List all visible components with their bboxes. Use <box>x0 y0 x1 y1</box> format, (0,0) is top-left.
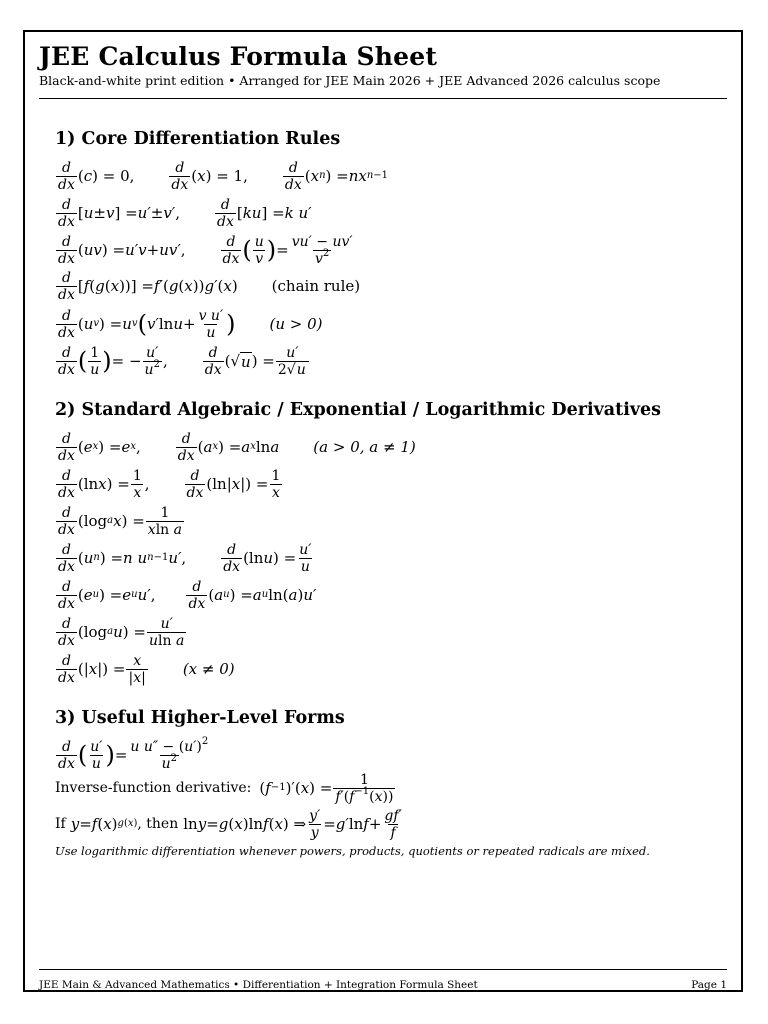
formula-row-chain-exponential: $\frac{d}{dx}$ ( e u ) = e u u′ , $\frac{d}{dx}$ ( a u ) = a u ln( a ) u′ <box>58 578 317 612</box>
u-positive-note: (u > 0) <box>269 315 323 333</box>
formula-sheet <box>23 30 743 992</box>
formula-row-log-derivative-ratio: $\frac{d}{dx}$ ( $\frac{u'}{u}$ ) = $\frac{u u'' - (u')^2}{u^2}$ <box>58 735 209 772</box>
formula-row-constants-power: $\frac{d}{dx}$ ( c ) = 0, $\frac{d}{dx}$ ( x ) = 1, $\frac{d}{dx}$ ( x n ) = nx n−1 <box>58 159 389 193</box>
page-number: Page 1 <box>691 979 727 991</box>
formula-row-chain-log-base: $\frac{d}{dx}$ (log a u ) = $\frac{u'}{\text{uln a}}$ <box>58 615 185 649</box>
formula-row-log-base-a: $\frac{d}{dx}$ (log a x ) = $\frac{1}{\text{xln a}}$ <box>58 504 183 538</box>
section-heading-core-rules: 1) Core Differentiation Rules <box>55 129 341 149</box>
chain-rule-note: (chain rule) <box>271 277 361 295</box>
header-divider <box>39 98 727 99</box>
formula-row-natural-log: $\frac{d}{dx}$ (ln x ) = $\frac{1}{x}$ , $\frac{d}{dx}$ (ln| x |) = $\frac{1}{x}$ <box>58 467 281 501</box>
formula-row-absolute-value: $\frac{d}{dx}$ (| x |) = $\frac{x}{|x|}$ (x ≠ 0) <box>58 652 235 686</box>
x-nonzero-note: (x ≠ 0) <box>182 660 235 678</box>
footer-course-title: JEE Main & Advanced Mathematics • Differentiation + Integration Formula Sheet <box>39 979 478 991</box>
inverse-function-label: Inverse-function derivative: <box>55 780 252 796</box>
formula-row-exponential: $\frac{d}{dx}$ ( e x ) = e x , $\frac{d}{dx}$ ( a x ) = a x ln a (a > 0, a ≠ 1) <box>58 430 416 464</box>
if-label: If <box>55 816 66 832</box>
formula-row-inverse-function: Inverse-function derivative: ( f −1 )′( x ) = $\frac{1}{f'(f^{-1}(x))}$ <box>55 771 394 805</box>
formula-row-reciprocal-sqrt: $\frac{d}{dx}$ ( $\frac{1}{u}$ ) = − $\frac{u'}{u^2}$ , $\frac{d}{dx}$ (√ u ) = $\frac{u'}{2√u}$ <box>55 343 310 379</box>
formula-row-chain-rule: $\frac{d}{dx}$ [ f ( g ( x ))] = f′ ( g ( x )) g′ ( x ) (chain rule) <box>58 269 361 303</box>
logarithmic-differentiation-tip: Use logarithmic differentiation whenever powers, products, quotients or repeated radicals are mixed. <box>55 844 650 858</box>
page-subtitle: Black-and-white print edition • Arranged for JEE Main 2026 + JEE Advanced 2026 calculus scope <box>39 73 661 88</box>
formula-row-chain-power-log: $\frac{d}{dx}$ ( u n ) = n u n−1 u′ , $\frac{d}{dx}$ (ln u ) = $\frac{u'}{u}$ <box>58 541 312 575</box>
a-condition-note: (a > 0, a ≠ 1) <box>313 438 416 456</box>
footer-divider <box>39 969 727 970</box>
formula-row-product-quotient: $\frac{d}{dx}$ ( uv ) = u′v + uv′ , $\frac{d}{dx}$ ( $\frac{u}{v}$ ) = $\frac{vu' - uv'}{v^2}$ <box>58 233 353 267</box>
section-heading-standard-derivatives: 2) Standard Algebraic / Exponential / Logarithmic Derivatives <box>55 400 661 420</box>
page-title: JEE Calculus Formula Sheet <box>39 42 438 71</box>
then-label: , then <box>137 816 179 832</box>
formula-row-logarithmic-differentiation: If y = f ( x ) g(x) , then ln y = g ( x )ln f ( x ) ⇒ $\frac{y'}{y}$ = g′ ln f + $\frac{gf'}{f}$ <box>55 807 402 841</box>
formula-row-sum-scalar: $\frac{d}{dx}$ [ u ± v ] = u′ ± v′ , $\frac{d}{dx}$ [ ku ] = k u′ <box>58 196 312 230</box>
section-heading-higher-forms: 3) Useful Higher-Level Forms <box>55 708 345 728</box>
formula-row-u-power-v: $\frac{d}{dx}$ ( u v ) = u v ( v′ ln u + $\frac{\text{v u′}}{u}$ ) (u > 0) <box>58 307 323 341</box>
